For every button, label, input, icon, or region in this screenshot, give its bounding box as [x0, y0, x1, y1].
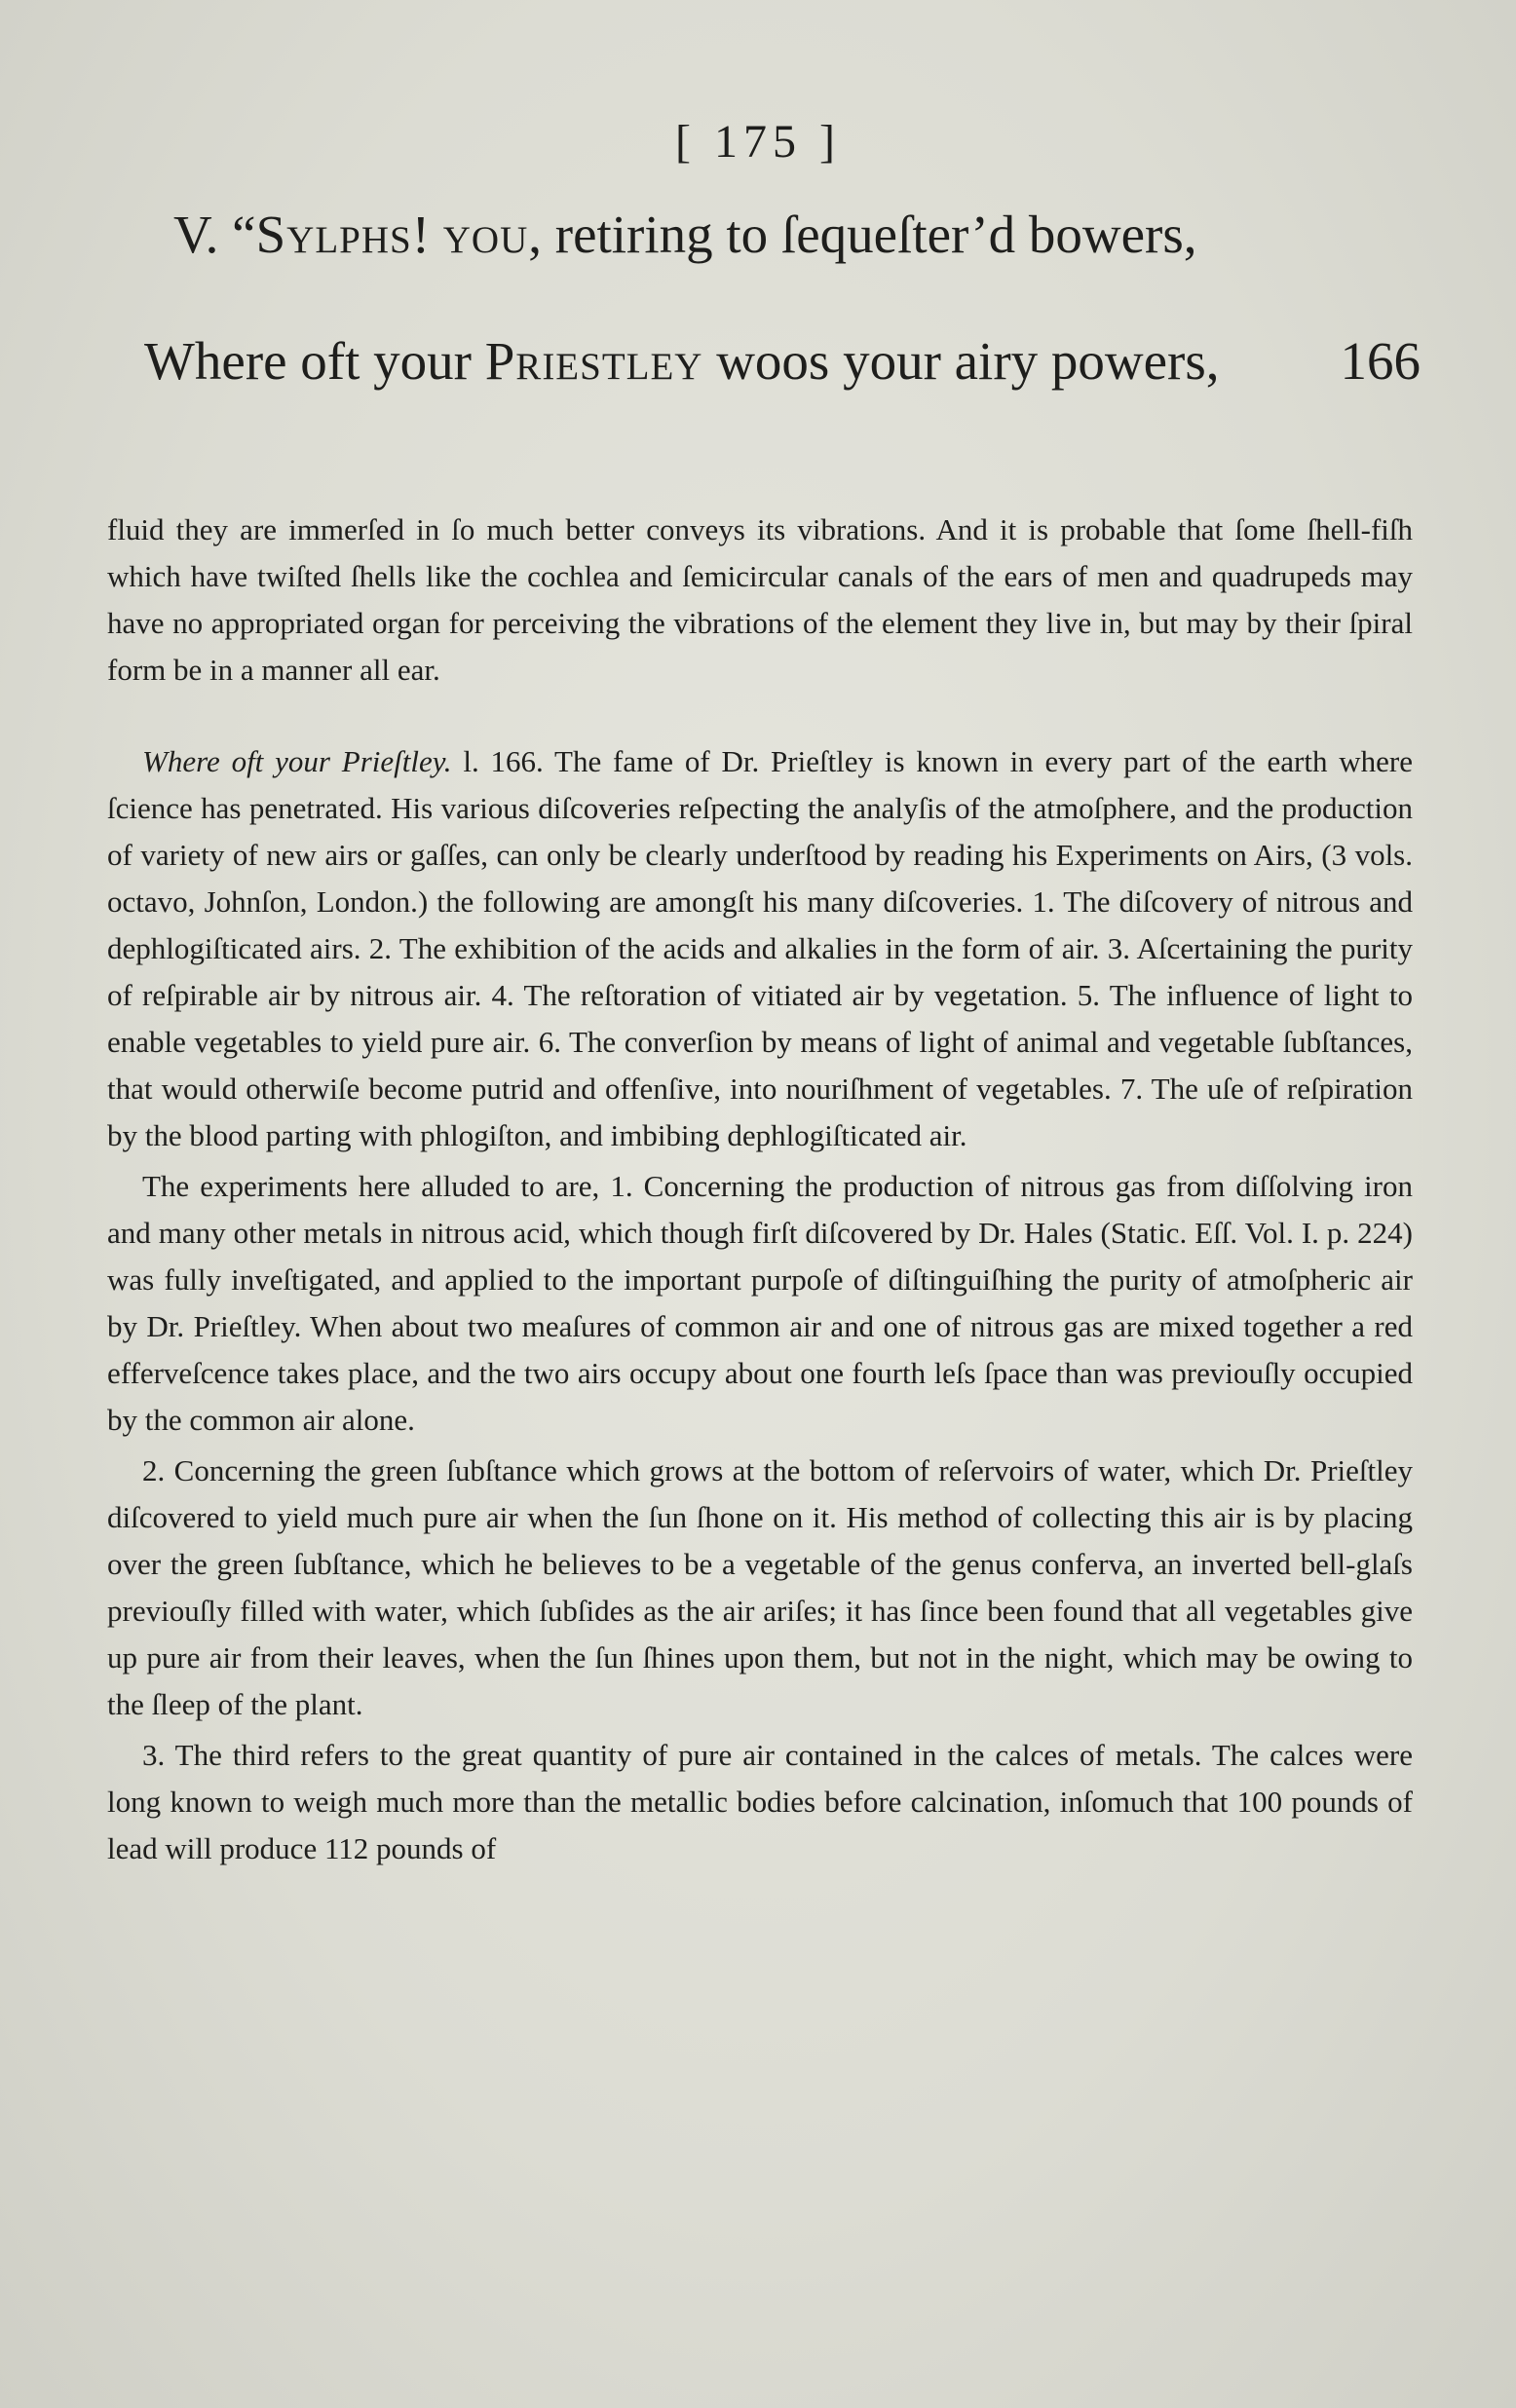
notes-body: [107, 507, 1413, 1872]
note-paragraph-2: [107, 738, 1413, 1159]
verse-line-number: 166: [1340, 331, 1421, 391]
note-paragraph-5: 3. The third refers to the great quantity of pure air contained in the calces of metals. The calces were long known to weigh much more than the metallic bodies before calcination, inſomuch that 100 pounds of lead will produce 112 pounds of: [107, 1738, 1413, 1865]
verse-name-priestley: Priestley: [484, 331, 703, 391]
verse-line-2-before: Where oft your: [144, 331, 485, 391]
note-paragraph-1: fluid they are immerſed in ſo much better conveys its vibrations. And it is probable that ſome ſhell-fiſh which have twiſted ſhells like the cochlea and ſemicircular canals of the ears of men and quadrupeds may have no appropriated organ for perceiving the vibrations of the element they live in, but may by their ſpiral form be in a manner all ear.: [107, 512, 1413, 687]
note-lead-phrase: Where oft your Prieſtley.: [142, 744, 452, 778]
note-paragraph-4: 2. Concerning the green ſubſtance which grows at the bottom of reſervoirs of water, which Dr. Prieſtley diſcovered to yield much pure air when the ſun ſhone on it. His method of collecting this air is by placing over the green ſubſtance, which he believes to be a vegetable of the genus conferva, an inverted bell-glaſs previouſly filled with water, which ſubſides as the air ariſes; it has ſince been found that all vegetables give up pure air from their leaves, when the ſun ſhines upon them, but not in the night, which may be owing to the ſleep of the plant.: [107, 1453, 1413, 1721]
note-paragraph-2-text: l. 166. The fame of Dr. Prieſtley is known in every part of the earth where ſcience has penetrated. His various diſcoveries reſpecting the analyſis of the atmoſphere, and the production of variety of new airs or gaſſes, can only be clearly underſtood by reading his Experiments on Airs, (3 vols. octavo, Johnſon, London.) the following are amongſt his many diſcoveries. 1. The diſcovery of nitrous and dephlogiſticated airs. 2. The exhibition of the acids and alkalies in the form of air. 3. Aſcertaining the purity of reſpirable air by nitrous air. 4. The reſtoration of vitiated air by vegetation. 5. The influence of light to enable vegetables to yield pure air. 6. The converſion by means of light of animal and vegetable ſubſtances, that would otherwiſe become putrid and offenſive, into nouriſhment of vegetables. 7. The uſe of reſpiration by the blood parting with phlogiſton, and imbibing dephlogiſticated air.: [107, 744, 1413, 1152]
page-number: [ 175 ]: [675, 116, 841, 168]
verse-line-1-rest: , retiring to ſequeſter’d bowers,: [528, 205, 1197, 264]
verse-punct: !: [411, 205, 443, 264]
verse-word-you: you: [442, 205, 529, 264]
verse-line-2: [144, 327, 1421, 395]
verse-word-sylphs: Sylphs: [255, 205, 412, 264]
verse-line-2-after: woos your airy powers,: [702, 331, 1220, 391]
verse-numeral: V.: [173, 205, 219, 264]
verse-line-1: [173, 201, 1421, 269]
note-paragraph-3: The experiments here alluded to are, 1. Concerning the production of nitrous gas from diſſolving iron and many other metals in nitrous acid, which though firſt diſcovered by Dr. Hales (Static. Eſſ. Vol. I. p. 224) was fully inveſtigated, and applied to the important purpoſe of diſtinguiſhing the purity of atmoſpheric air by Dr. Prieſtley. When about two meaſures of common air and one of nitrous gas are mixed together a red efferveſcence takes place, and the two airs occupy about one fourth leſs ſpace than was previouſly occupied by the common air alone.: [107, 1169, 1413, 1437]
verse-open-quote: “: [232, 205, 256, 264]
